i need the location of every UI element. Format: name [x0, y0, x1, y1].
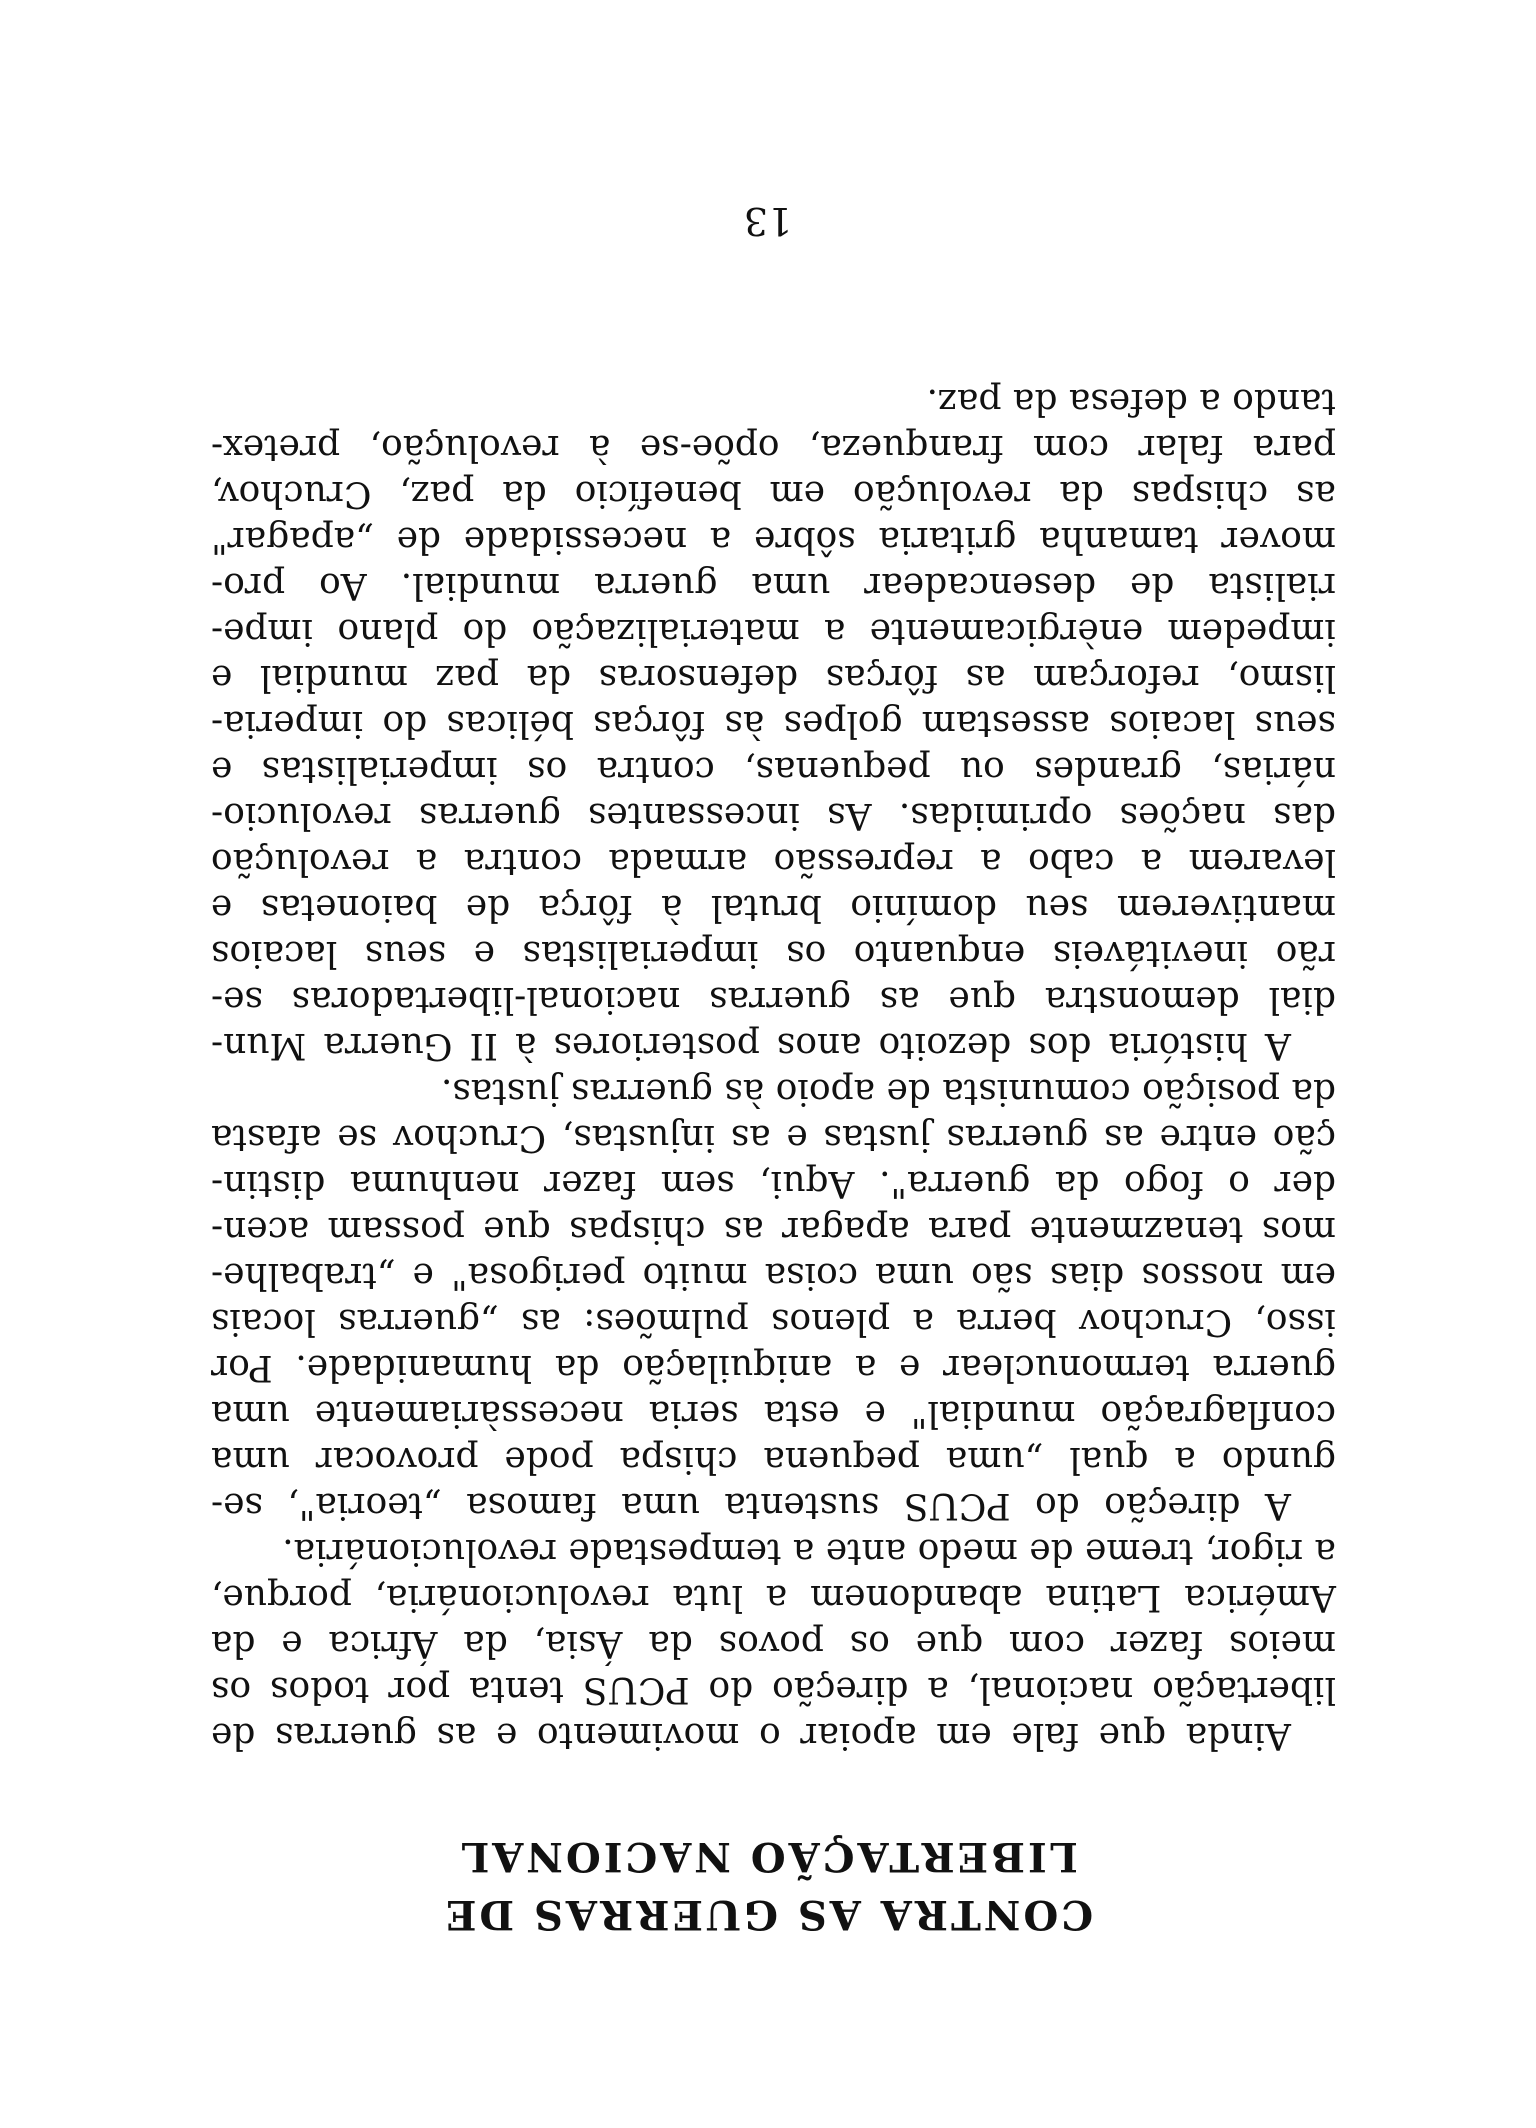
text-line: meios fazer com que os povos da Ásia, da África e da — [211, 1623, 1336, 1664]
text-line: conflagração mundial" e esta seria necessàriamente uma — [211, 1393, 1336, 1434]
text-line: das nações oprimidas. As incessantes guerras revolucio- — [211, 795, 1336, 836]
text-line: A direção do PCUS sustenta uma famosa „teoria", se- — [211, 1485, 1291, 1526]
text-line: América Latina abandonem a luta revolucionária, porque, — [211, 1577, 1336, 1618]
text-line: Ainda que fale em apoiar o movimento e as guerras de — [211, 1715, 1291, 1756]
chapter-heading — [0, 1827, 1536, 1943]
text-line: lismo, reforçam as fôrças defensoras da paz mundial e — [211, 657, 1336, 698]
text-line: rão inevitáveis enquanto os imperialistas e seus lacaios — [211, 933, 1336, 974]
heading-line-2: LIBERTAÇÃO NACIONAL — [458, 1833, 1078, 1880]
text-line: mover tamanha gritaria sôbre a necessidade de „apagar" — [211, 519, 1336, 560]
text-line: der o fogo da guerra". Aqui, sem fazer nenhuma distin- — [211, 1163, 1336, 1204]
body-text — [211, 378, 1336, 1758]
text-line: isso, Cruchov berra a plenos pulmões: as „guerras locais — [211, 1301, 1336, 1342]
heading-line-1: CONTRA AS GUERRAS DE — [442, 1891, 1094, 1938]
text-line: para falar com franqueza, opõe-se à revolução, pretex- — [211, 427, 1336, 468]
text-line: em nossos dias são uma coisa muito perigosa" e „trabalhe- — [211, 1255, 1336, 1296]
text-line: levarem a cabo a repressão armada contra a revolução — [211, 841, 1336, 882]
text-line: tando a defesa da paz. — [926, 381, 1336, 422]
text-line: ção entre as guerras justas e as injustas, Cruchov se afasta — [211, 1117, 1336, 1158]
text-line: nárias, grandes ou pequenas, contra os imperialistas e — [211, 749, 1336, 790]
text-line: da posição comunista de apoio às guerras justas. — [440, 1071, 1336, 1112]
text-line: A história dos dezoito anos posteriores à II Guerra Mun- — [211, 1025, 1291, 1066]
text-line: seus lacaios assestam golpes às fôrças bélicas do imperia- — [211, 703, 1336, 744]
text-line: libertação nacional, a direção do PCUS tenta por todos os — [211, 1669, 1336, 1710]
text-line: guerra termonuclear e a aniquilação da humanidade. Por — [211, 1347, 1336, 1388]
text-line: mos tenazmente para apagar as chispas que possam acen- — [211, 1209, 1336, 1250]
text-line: dial demonstra que as guerras nacional-libertadoras se- — [211, 979, 1336, 1020]
text-line: a rigor, treme de medo ante a tempestade revolucionária. — [282, 1531, 1336, 1572]
page-number: 13 — [743, 199, 793, 243]
text-line: gundo a qual „uma pequena chispa pode provocar uma — [211, 1439, 1336, 1480]
text-line: rialista de desencadear uma guerra mundial. Ao pro- — [211, 565, 1336, 606]
text-line: impedem enèrgicamente a materialização do plano impe- — [211, 611, 1336, 652]
text-line: as chispas da revolução em benefício da paz, Cruchov, — [211, 473, 1336, 514]
text-line: mantiverem seu domínio brutal à fôrça de baionetas e — [211, 887, 1336, 928]
